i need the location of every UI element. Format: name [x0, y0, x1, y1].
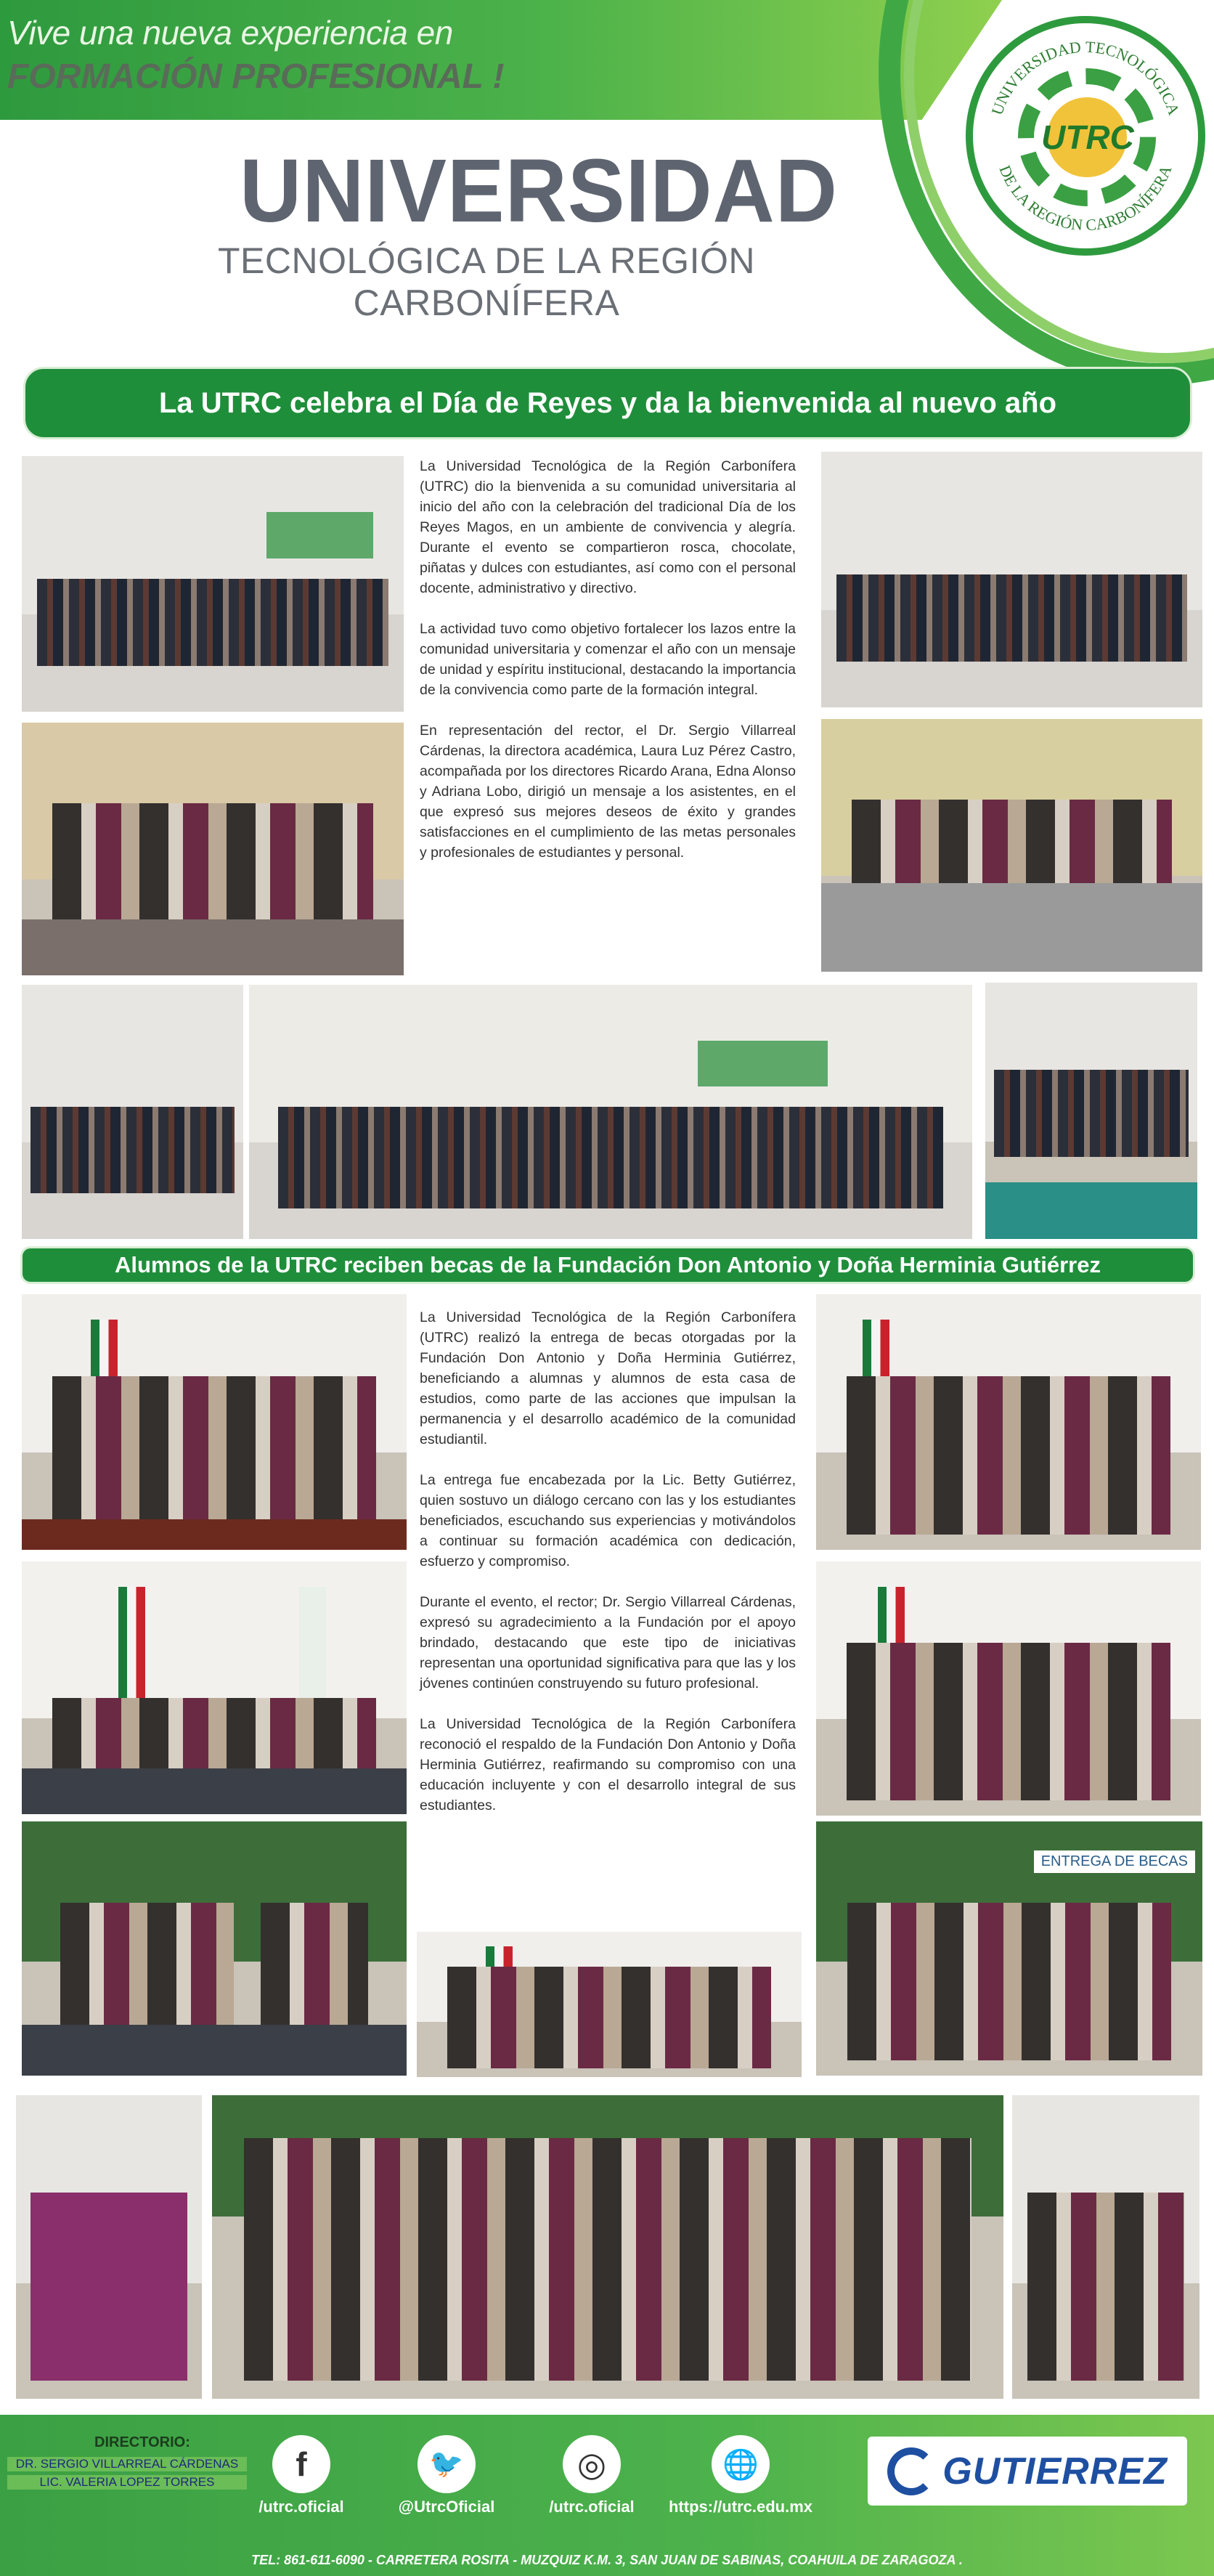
section1-article [420, 456, 796, 979]
university-title: UNIVERSIDAD [240, 140, 838, 242]
sponsor-name: GUTIERREZ [942, 2450, 1168, 2492]
photo-pinata-crowd [22, 456, 404, 712]
facebook-link[interactable] [229, 2415, 374, 2516]
photo-student-signing [16, 2095, 202, 2399]
section1-paragraph: La actividad tuvo como objetivo fortalecer los lazos entre la comunidad universitaria y comenzar el año con un mensaje de unidad y espíritu institucional, destacando la importancia de la convivencia como parte de la formación integral. [420, 621, 796, 698]
instagram-handle: /utrc.oficial [549, 2498, 635, 2516]
web-icon: 🌐 [712, 2435, 770, 2493]
photo-scholarship-group [22, 1294, 407, 1550]
logo-ring-top-text: UNIVERSIDAD TECNOLÓGICA [987, 37, 1184, 118]
section2-paragraph: La Universidad Tecnológica de la Región Carbonífera (UTRC) realizó la entrega de becas otorgadas por la Fundación Don Antonio y Doña Herminia Gutiérrez, beneficiando a alumnas y alumnos de esta casa de estudios, como parte de las acciones que impulsan la permanencia y el desarrollo académico de la comunidad estudiantil. [420, 1309, 796, 1447]
contact-line: TEL: 861-611-6090 - CARRETERA ROSITA - MUZQUIZ K.M. 3, SAN JUAN DE SABINAS, COAHUILA DE ZARAGOZA . [251, 2553, 963, 2567]
photo-students-hall [821, 452, 1202, 707]
photo-scholarship-students-group [212, 2095, 1003, 2399]
photo-scholarship-officials [816, 1294, 1201, 1550]
section1-heading: La UTRC celebra el Día de Reyes y da la bienvenida al nuevo año [23, 367, 1192, 439]
photo-entrega-de-becas [816, 1821, 1202, 2076]
twitter-link[interactable] [374, 2415, 519, 2516]
section1-paragraph: La Universidad Tecnológica de la Región Carbonífera (UTRC) dio la bienvenida a su comunidad universitaria al inicio del año con la celebración del tradicional Día de los Reyes Magos, en un ambiente de convivencia y alegría. Durante el evento se compartieron rosca, chocolate, piñatas y dulces con estudiantes, así como con el personal docente, administrativo y directivo. [420, 458, 796, 596]
section1-paragraph: En representación del rector, el Dr. Sergio Villarreal Cárdenas, la directora académica, Laura Luz Pérez Castro, acompañada por los directores Ricardo Arana, Edna Alonso y Adriana Lobo, dirigió un mensaje a los asistentes, en el que expresó sus mejores deseos de éxito y grandes satisfacciones en el cumplimiento de las metas personales y profesionales de estudiantes y personal. [420, 723, 796, 861]
tagline-line-2: FORMACIÓN PROFESIONAL ! [7, 57, 505, 96]
section2-paragraph: La entrega fue encabezada por la Lic. Betty Gutiérrez, quien sostuvo un diálogo cercano con las y los estudiantes beneficiados, escuchando sus experiencias y motivándolos a continuar su formación académica con dedicación, esfuerzo y compromiso. [420, 1472, 796, 1569]
twitter-handle: @UtrcOficial [398, 2498, 495, 2516]
utrc-logo [966, 16, 1205, 256]
directory-name: LIC. VALERIA LOPEZ TORRES [7, 2475, 247, 2490]
section2-paragraph: Durante el evento, el rector; Dr. Sergio Villarreal Cárdenas, expresó su agradecimiento a la Fundación por el apoyo brindado, destacando que este tipo de iniciativas representan una oportunidad significativa para que las y los jóvenes continúen construyendo su futuro profesional. [420, 1594, 796, 1691]
tagline-line-1: Vive una nueva experiencia en [7, 14, 453, 52]
photo-officials-lineup [417, 1932, 802, 2077]
instagram-icon: ◎ [563, 2435, 621, 2493]
logo-ring-bottom-text: DE LA REGIÓN CARBONÍFERA [995, 162, 1176, 235]
gutierrez-g-icon [887, 2447, 935, 2495]
twitter-icon: 🐦 [417, 2435, 476, 2493]
gutierrez-sponsor-logo [868, 2437, 1187, 2506]
photo-serving-chocolate [22, 723, 404, 975]
footer [0, 2415, 1214, 2576]
photo-gift-basket [816, 1561, 1201, 1816]
section2-article [420, 1307, 796, 1910]
photo-hug [22, 1821, 407, 2076]
facebook-icon: f [272, 2435, 330, 2493]
instagram-link[interactable] [519, 2415, 664, 2516]
facebook-handle: /utrc.oficial [258, 2498, 344, 2516]
photo-balcony-crowd [22, 985, 243, 1239]
website-url: https://utrc.edu.mx [668, 2498, 812, 2516]
photo-congratulation [1012, 2095, 1199, 2399]
logo-text: UTRC [1041, 118, 1134, 156]
photo-staff-serving [821, 719, 1202, 972]
photo-presidium-table [22, 1561, 407, 1814]
website-link[interactable] [664, 2415, 817, 2516]
directory-label: DIRECTORIO: [94, 2434, 190, 2450]
university-subtitle: TECNOLÓGICA DE LA REGIÓN CARBONÍFERA [218, 240, 755, 323]
directory-name: DR. SERGIO VILLARREAL CÁRDENAS [7, 2457, 247, 2471]
photo-group-pinata [249, 985, 972, 1239]
section2-heading: Alumnos de la UTRC reciben becas de la Fundación Don Antonio y Doña Herminia Gutiérrez [20, 1246, 1195, 1284]
section2-paragraph: La Universidad Tecnológica de la Región Carbonífera reconoció el respaldo de la Fundación Don Antonio y Doña Herminia Gutiérrez, reafirmando su compromiso con una educación incluyente y con el desarrollo integral de sus estudiantes. [420, 1716, 796, 1813]
photo-rosca-table [985, 983, 1197, 1239]
photo-sign-text: ENTREGA DE BECAS [1034, 1850, 1195, 1873]
